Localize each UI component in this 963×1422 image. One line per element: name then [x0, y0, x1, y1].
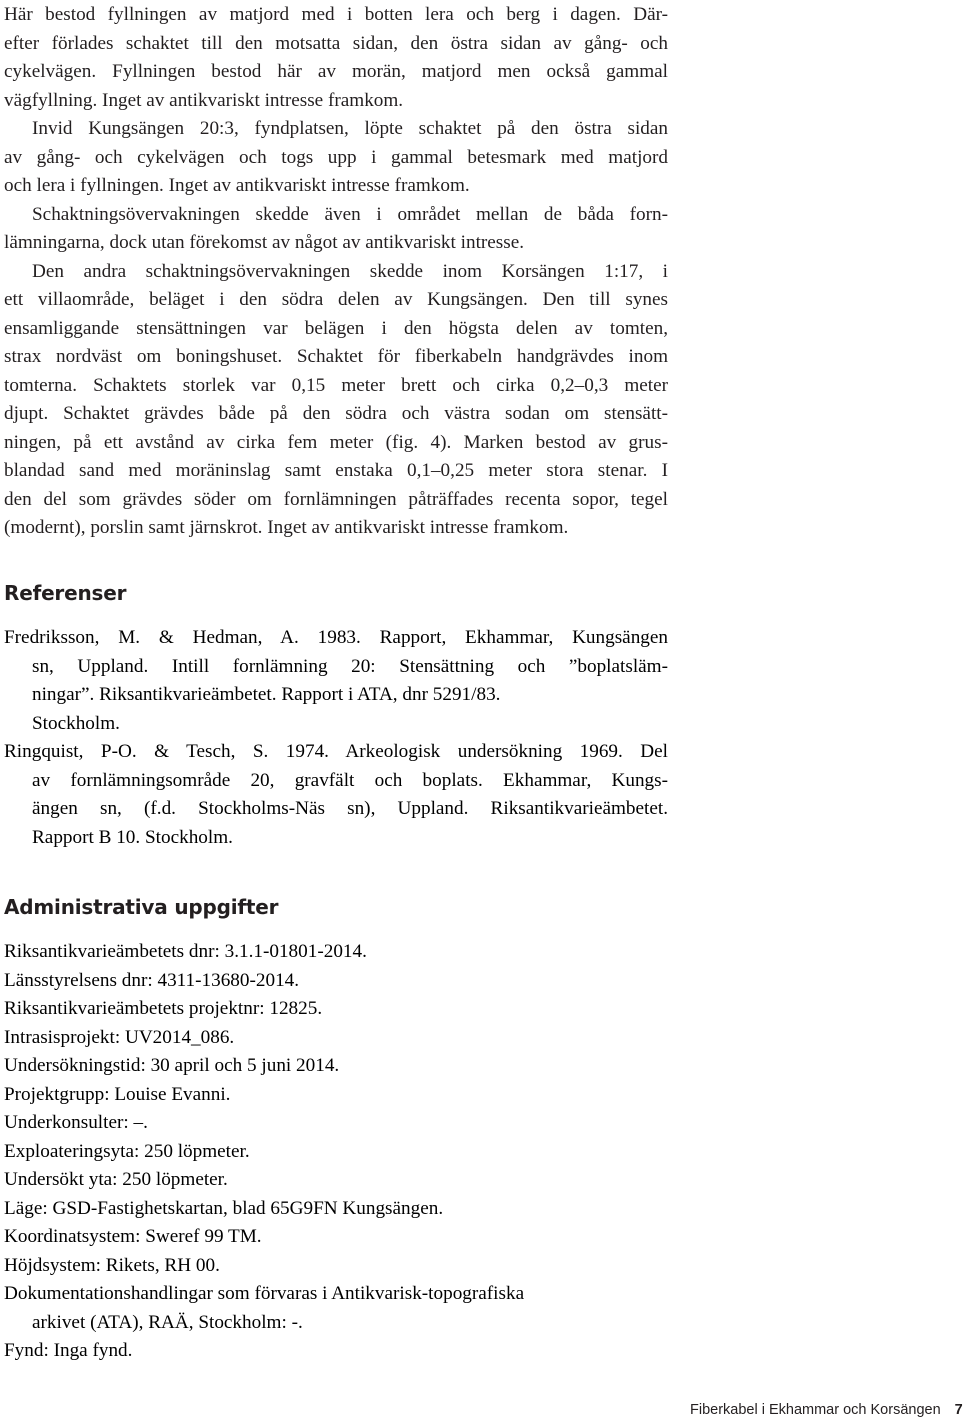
admin-heading: Administrativa uppgifter: [4, 895, 279, 919]
reference-item: [4, 624, 668, 738]
admin-item: Underkonsulter: –.: [4, 1112, 148, 1133]
body-text: [4, 0, 668, 543]
text-line: Här bestod fyllningen av matjord med i botten lera och berg i dagen. Där-: [4, 4, 668, 25]
references-heading: Referenser: [4, 581, 127, 605]
text-line: ensamliggande stensättningen var belägen i den högsta delen av tomten,: [4, 317, 668, 339]
paragraph: [4, 115, 668, 201]
text-line: Invid Kungsängen 20:3, fyndplatsen, löpte schaktet på den östra sidan: [32, 118, 668, 139]
document-page: [4, 0, 668, 543]
admin-item: Riksantikvarieämbetets projektnr: 12825.: [4, 998, 323, 1019]
admin-list: [4, 937, 668, 1366]
text-line: ett villaområde, beläget i den södra delen av Kungsängen. Den till synes: [4, 289, 668, 310]
text-line: (modernt), porslin samt järnskrot. Inget av antikvariskt intresse framkom.: [4, 517, 569, 538]
admin-item: Länsstyrelsens dnr: 4311-13680-2014.: [4, 969, 300, 991]
text-line: ängen sn, (f.d. Stockholms-Näs sn), Uppland. Riksantikvarieämbetet.: [32, 798, 668, 819]
admin-item: Koordinatsystem: Sweref 99 TM.: [4, 1226, 262, 1247]
admin-item: Höjdsystem: Rikets, RH 00.: [4, 1254, 220, 1276]
text-line: den del som grävdes söder om fornlämningen påträffades recenta sopor, tegel: [4, 488, 668, 510]
admin-item: Undersökt yta: 250 löpmeter.: [4, 1169, 228, 1190]
page-footer: [690, 1402, 963, 1418]
text-line: strax nordväst om boningshuset. Schaktet för fiberkabeln handgrävdes inom: [4, 346, 668, 367]
page-number: 7: [954, 1402, 963, 1418]
paragraph: [4, 1, 668, 115]
text-line: efter förlades schaktet till den motsatta sidan, den östra sidan av gång- och: [4, 32, 668, 54]
admin-item: Undersökningstid: 30 april och 5 juni 2014.: [4, 1055, 340, 1076]
text-line: av fornlämningsområde 20, gravfält och boplats. Ekhammar, Kungs-: [32, 769, 668, 791]
text-line: djupt. Schaktet grävdes både på den södra och västra sodan om stensätt-: [4, 403, 668, 424]
text-line: tomterna. Schaktets storlek var 0,15 meter brett och cirka 0,2–0,3 meter: [4, 374, 668, 396]
text-line: arkivet (ATA), RAÄ, Stockholm: -.: [32, 1311, 303, 1333]
text-line: blandad sand med moräninslag samt enstaka 0,1–0,25 meter stora stenar. I: [4, 460, 668, 481]
text-line: av gång- och cykelvägen och togs upp i gammal betesmark med matjord: [4, 146, 668, 168]
text-line: ningar”. Riksantikvarieämbetet. Rapport i ATA, dnr 5291/83.: [32, 684, 501, 705]
text-line: lämningarna, dock utan förekomst av något av antikvariskt intresse.: [4, 232, 525, 253]
text-line: Den andra schaktningsövervakningen skedde inom Korsängen 1:17, i: [32, 260, 668, 282]
text-line: Fredriksson, M. & Hedman, A. 1983. Rapport, Ekhammar, Kungsängen: [4, 627, 668, 648]
text-line: ningen, på ett avstånd av cirka fem meter (fig. 4). Marken bestod av grus-: [4, 431, 668, 453]
admin-item: Fynd: Inga fynd.: [4, 1340, 133, 1361]
text-line: cykelvägen. Fyllningen bestod här av morän, matjord men också gammal: [4, 61, 668, 82]
admin-item: Projektgrupp: Louise Evanni.: [4, 1083, 231, 1105]
paragraph: [4, 258, 668, 543]
admin-item: Läge: GSD-Fastighetskartan, blad 65G9FN Kungsängen.: [4, 1197, 444, 1219]
footer-title: Fiberkabel i Ekhammar och Korsängen: [690, 1402, 941, 1418]
text-line: sn, Uppland. Intill fornlämning 20: Stensättning och ”boplatsläm-: [32, 655, 668, 677]
text-line: Rapport B 10. Stockholm.: [32, 826, 233, 848]
text-line: Stockholm.: [32, 712, 120, 734]
text-line: och lera i fyllningen. Inget av antikvariskt intresse framkom.: [4, 175, 470, 196]
admin-item: [4, 1280, 668, 1337]
references-list: [4, 623, 668, 852]
text-line: vägfyllning. Inget av antikvariskt intresse framkom.: [4, 89, 404, 111]
admin-item: Riksantikvarieämbetets dnr: 3.1.1-01801-2014.: [4, 941, 367, 962]
text-line: Dokumentationshandlingar som förvaras i Antikvarisk-topografiska: [4, 1283, 525, 1304]
text-line: Schaktningsövervakningen skedde även i området mellan de båda forn-: [32, 203, 668, 225]
admin-item: Intrasisprojekt: UV2014_086.: [4, 1026, 235, 1048]
text-line: Ringquist, P-O. & Tesch, S. 1974. Arkeologisk undersökning 1969. Del: [4, 741, 668, 762]
paragraph: [4, 201, 668, 258]
admin-item: Exploateringsyta: 250 löpmeter.: [4, 1140, 250, 1162]
reference-item: [4, 738, 668, 852]
